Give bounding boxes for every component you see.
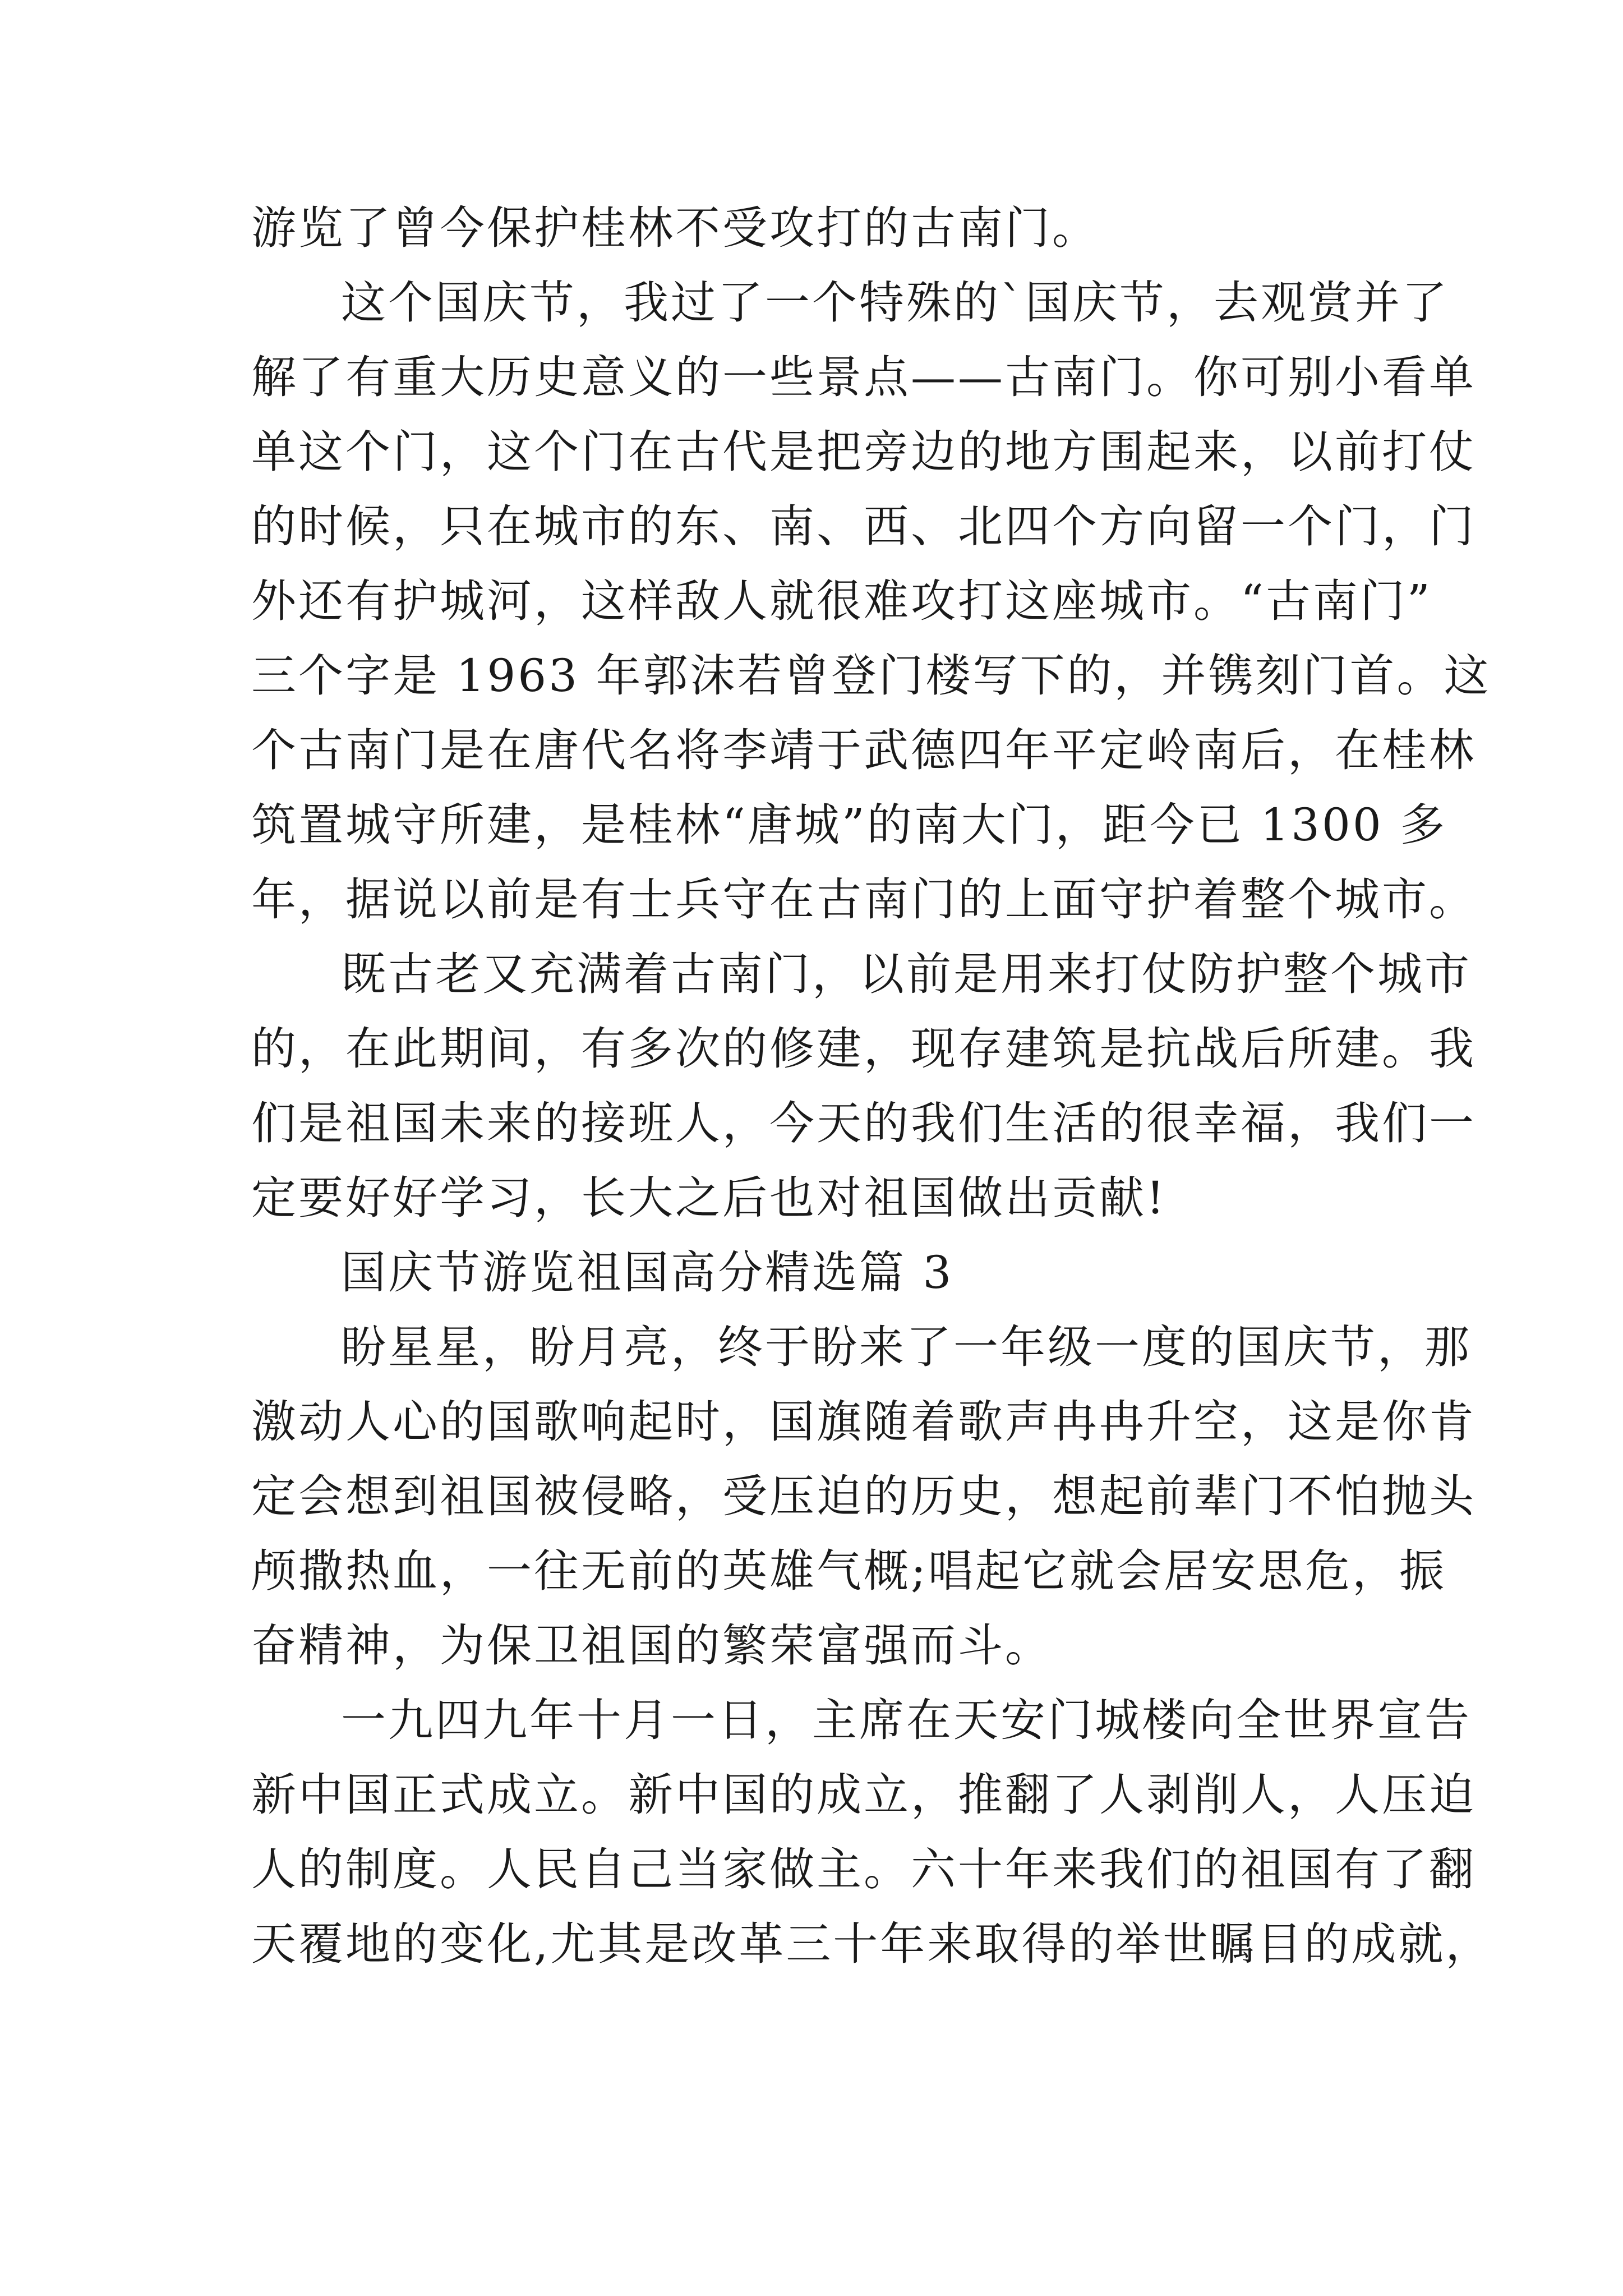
text-line: 新中国正式成立。新中国的成立，推翻了人剥削人，人压迫 [251, 1769, 1476, 1821]
text-line: 既古老又充满着古南门，以前是用来打仗防护整个城市 [341, 948, 1472, 1000]
document-body [251, 191, 1493, 1981]
text-line: 人的制度。人民自己当家做主。六十年来我们的祖国有了翻 [251, 1843, 1476, 1895]
text-line: 的时候，只在城市的东、南、西、北四个方向留一个门，门 [251, 500, 1476, 553]
text-line: 筑置城守所建，是桂林“唐城”的南大门，距今已 1300 多 [251, 799, 1447, 851]
text-line: 这个国庆节，我过了一个特殊的`国庆节，去观赏并了 [341, 277, 1449, 329]
text-line: 颅撒热血，一往无前的英雄气概;唱起它就会居安思危，振 [251, 1545, 1446, 1597]
text-line: 天覆地的变化,尤其是改革三十年来取得的举世瞩目的成就， [251, 1918, 1493, 1970]
text-line: 的，在此期间，有多次的修建，现存建筑是抗战后所建。我 [251, 1023, 1476, 1075]
text-line: 单这个门，这个门在古代是把旁边的地方围起来，以前打仗 [251, 426, 1476, 478]
text-line: 奋精神，为保卫祖国的繁荣富强而斗。 [251, 1619, 1052, 1672]
text-line: 游览了曾今保护桂林不受攻打的古南门。 [251, 202, 1099, 254]
text-line: 解了有重大历史意义的一些景点——古南门。你可别小看单 [251, 351, 1476, 403]
text-line: 国庆节游览祖国高分精选篇 3 [341, 1246, 954, 1299]
text-line: 盼星星，盼月亮，终于盼来了一年级一度的国庆节，那 [341, 1321, 1472, 1373]
text-line: 外还有护城河，这样敌人就很难攻打这座城市。“古南门” [251, 575, 1432, 627]
text-line: 激动人心的国歌响起时，国旗随着歌声冉冉升空，这是你肯 [251, 1396, 1476, 1448]
text-line: 三个字是 1963 年郭沫若曾登门楼写下的，并镌刻门首。这 [251, 650, 1491, 702]
text-line: 年，据说以前是有士兵守在古南门的上面守护着整个城市。 [251, 873, 1476, 926]
text-line: 个古南门是在唐代名将李靖于武德四年平定岭南后，在桂林 [251, 724, 1476, 776]
text-line: 一九四九年十月一日，主席在天安门城楼向全世界宣告 [341, 1694, 1472, 1746]
text-line: 定要好好学习，长大之后也对祖国做出贡献! [251, 1172, 1167, 1224]
text-line: 定会想到祖国被侵略，受压迫的历史，想起前辈门不怕抛头 [251, 1470, 1476, 1522]
text-line: 们是祖国未来的接班人，今天的我们生活的很幸福，我们一 [251, 1097, 1476, 1149]
